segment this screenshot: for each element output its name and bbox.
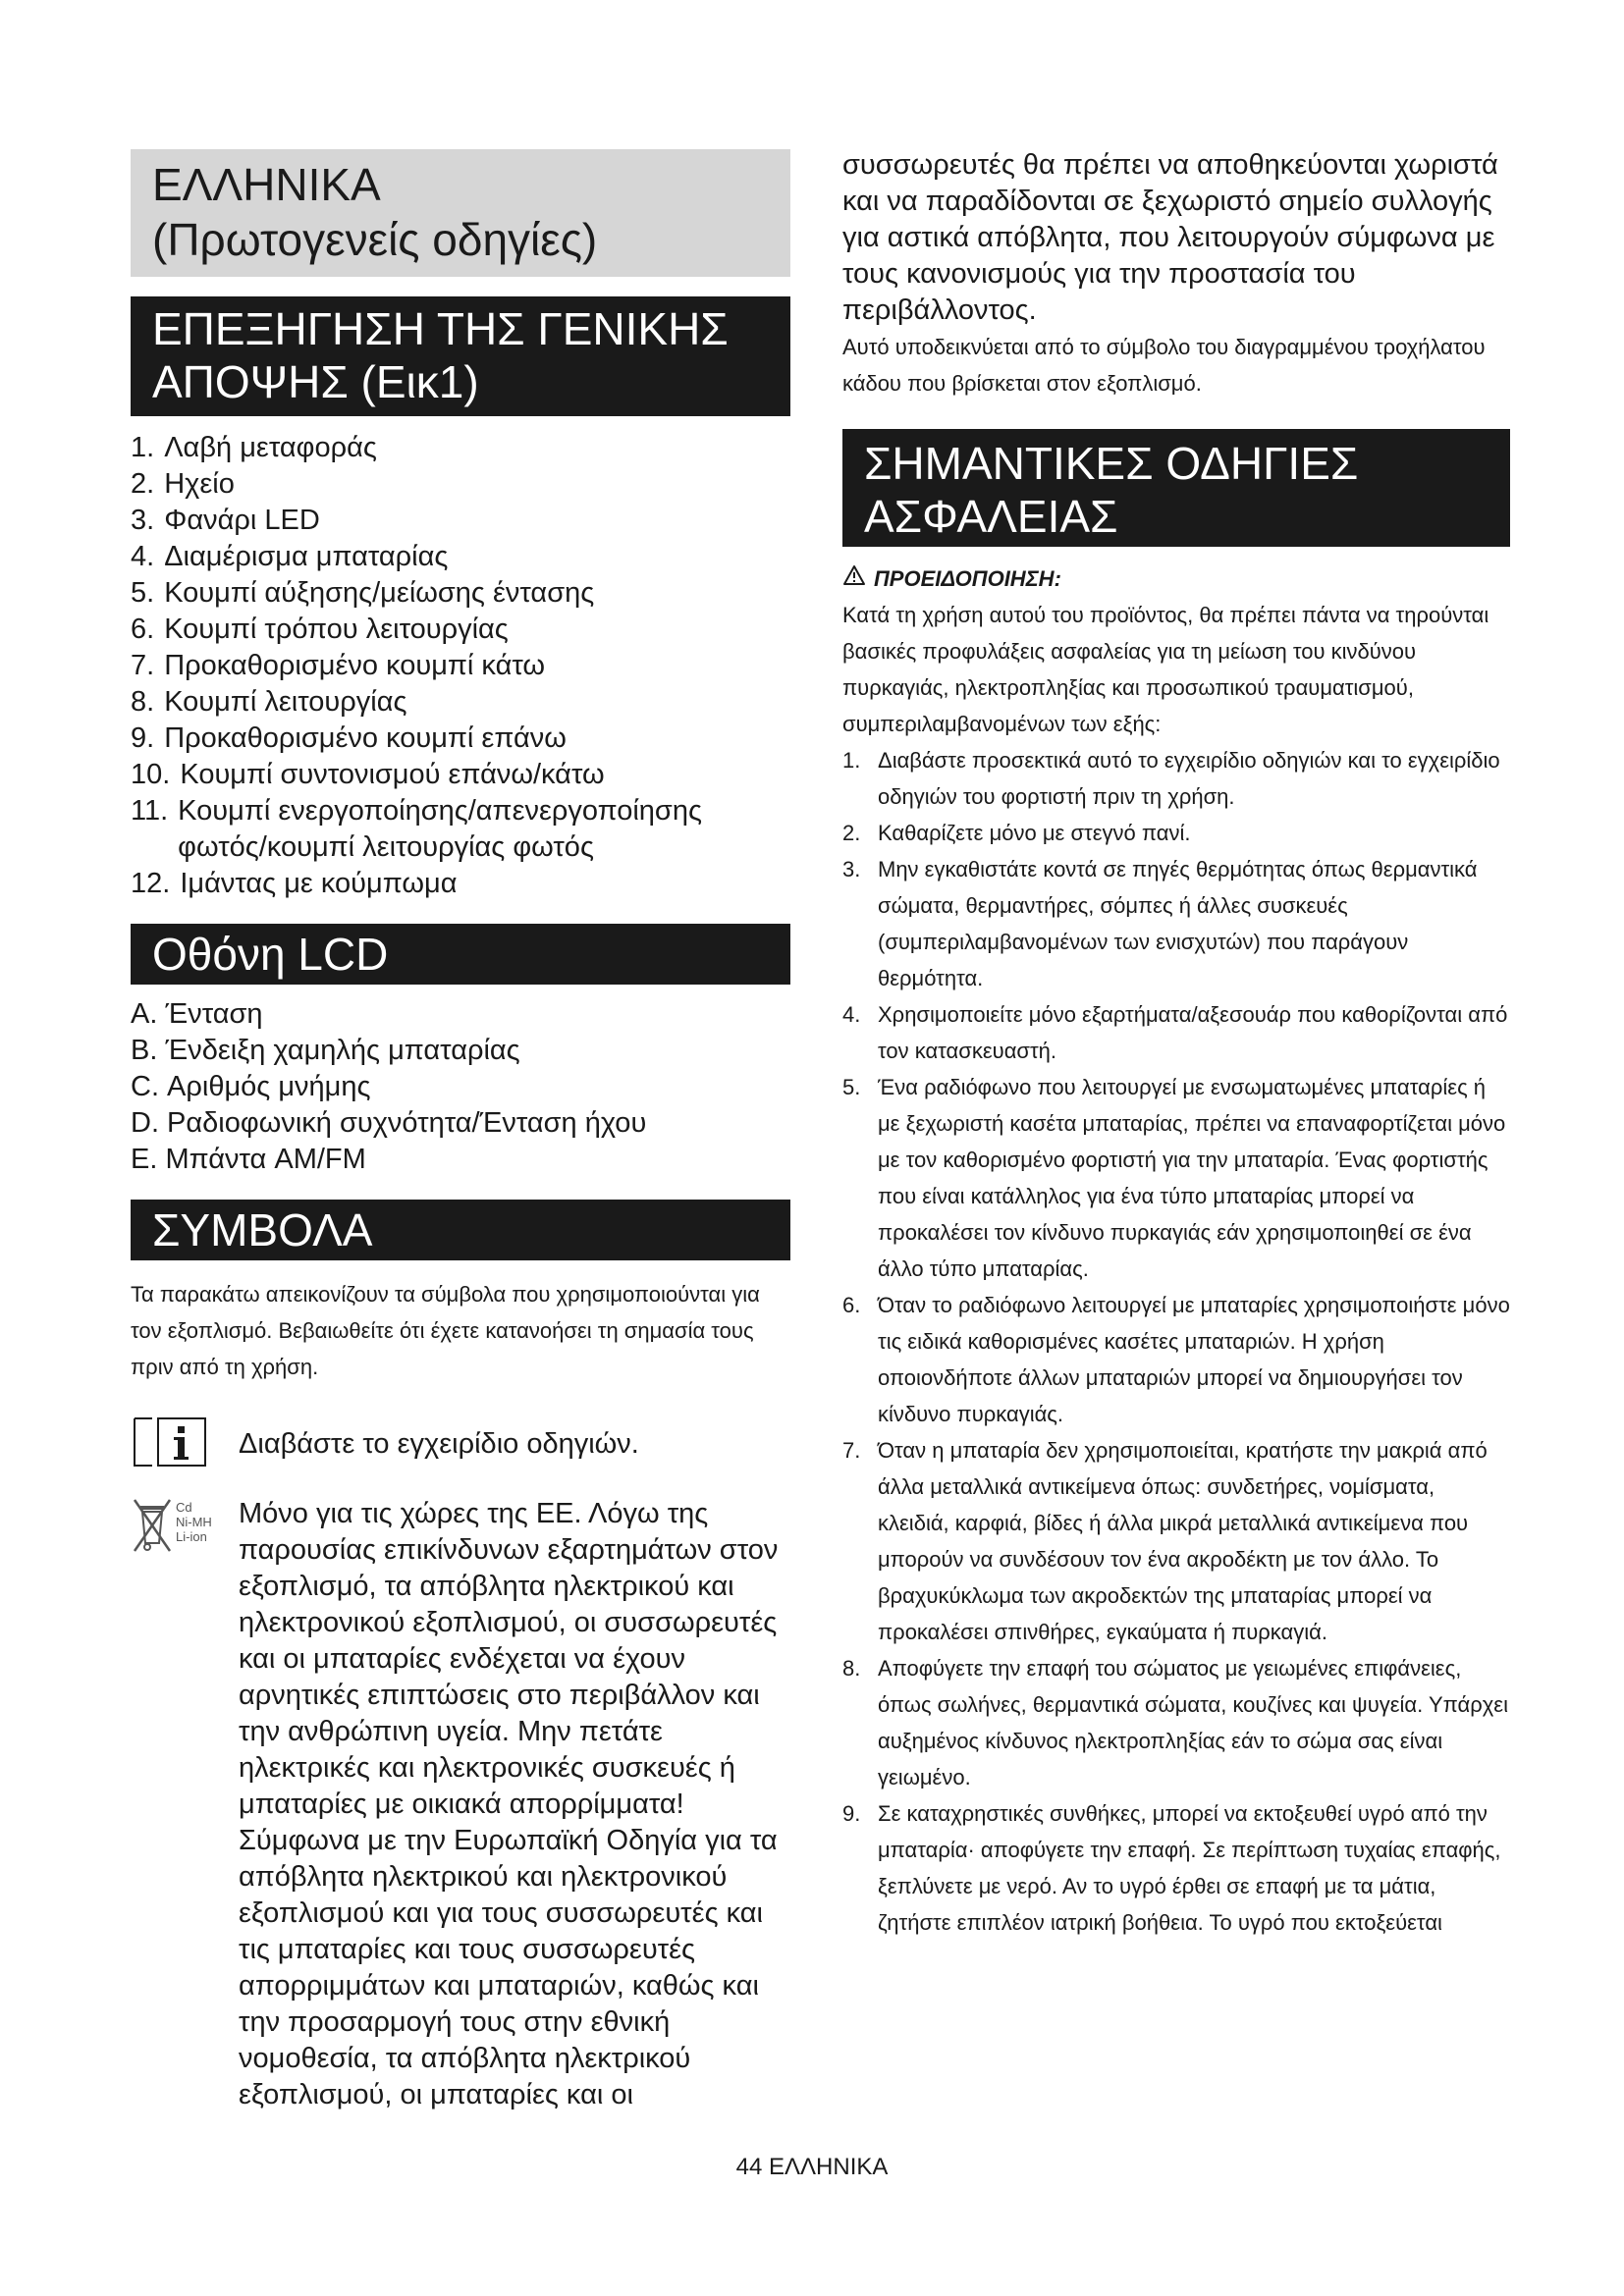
list-item (131, 648, 790, 684)
item-text: Προκαθορισμένο κουμπί επάνω (164, 722, 567, 754)
legend-item: B. Ένδειξη χαμηλής μπαταρίας (131, 1035, 520, 1066)
overview-heading-line2: ΑΠΟΨΗΣ (Εικ1) (152, 356, 479, 407)
legend-item: D. Ραδιοφωνική συχνότητα/Ένταση ήχου (131, 1107, 647, 1139)
language-title: ΕΛΛΗΝΙΚΑ (152, 159, 381, 210)
item-text: Κουμπί αύξησης/μείωσης έντασης (164, 577, 595, 609)
page-footer (0, 2153, 1624, 2182)
item-text: Ηχείο (164, 468, 235, 500)
list-item (131, 612, 790, 648)
item-number: 9. (842, 1801, 861, 1826)
item-text: Διαμέρισμα μπαταρίας (164, 541, 449, 572)
item-number: 8. (131, 686, 155, 718)
list-item (131, 793, 790, 866)
item-number: 6. (131, 614, 155, 645)
item-number: 6. (842, 1293, 861, 1317)
page-number: 44 (735, 2154, 763, 2180)
left-column (131, 149, 790, 2113)
item-number: 7. (131, 650, 155, 681)
item-number: 5. (131, 577, 155, 609)
read-manual-row (131, 1415, 790, 1474)
list-item (131, 466, 790, 503)
list-item (842, 1287, 1510, 1432)
item-number: 3. (131, 505, 155, 536)
bin-label: Li-ion (176, 1529, 207, 1544)
list-item (842, 1432, 1510, 1650)
item-number: 12. (131, 868, 171, 899)
symbols-intro: Τα παρακάτω απεικονίζουν τα σύμβολα που χρησιμοποιούνται για τον εξοπλισμό. Βεβαιωθείτε ότι έχετε κατανοήσει τη σημασία τους πριν από τη χρήση. (131, 1282, 760, 1379)
item-text: Διαβάστε προσεκτικά αυτό το εγχειρίδιο οδηγιών και το εγχειρίδιο οδηγιών του φορτιστή πριν τη χρήση. (878, 748, 1500, 809)
item-text: Φανάρι LED (164, 505, 320, 536)
item-number: 4. (131, 541, 155, 572)
item-text: Σε καταχρηστικές συνθήκες, μπορεί να εκτοξευθεί υγρό από την μπαταρία· αποφύγετε την επαφή. Σε περίπτωση τυχαίας επαφής, ξεπλύνετε με νερό. Αν το υγρό έρθει σε επαφή με τα μάτια, ζητήστε επιπλέον ιατρική βοήθεια. Το υγρό που εκτοξεύεται (878, 1801, 1501, 1935)
weee-text-continued: συσσωρευτές θα πρέπει να αποθηκεύονται χωριστά και να παραδίδονται σε ξεχωριστό σημείο συλλογής για αστικά απόβλητα, που λειτουργούν σύμφωνα με τους κανονισμούς για την προστασία του περιβάλλοντος. (842, 149, 1498, 326)
list-item (842, 1650, 1510, 1795)
item-text: Καθαρίζετε μόνο με στεγνό πανί. (878, 821, 1191, 845)
symbols-heading: ΣΥΜΒΟΛΑ (131, 1200, 790, 1260)
list-item (131, 866, 790, 902)
list-item (131, 503, 790, 539)
footer-language: ΕΛΛΗΝΙΚΑ (768, 2154, 889, 2180)
item-number: 1. (842, 748, 861, 773)
overview-heading-line1: ΕΠΕΞΗΓΗΣΗ ΤΗΣ ΓΕΝΙΚΗΣ (152, 303, 729, 354)
item-text: Μην εγκαθιστάτε κοντά σε πηγές θερμότητας όπως θερμαντικά σώματα, θερμαντήρες, σόμπες ή άλλες συσκευές (συμπεριλαμβανομένων των ενισχυτών) που παράγουν θερμότητα. (878, 857, 1478, 990)
list-item (131, 757, 790, 793)
list-item (131, 575, 790, 612)
item-text: Όταν η μπαταρία δεν χρησιμοποιείται, κρατήστε την μακριά από άλλα μεταλλικά αντικείμενα όπως: συνδετήρες, νομίσματα, κλειδιά, καρφιά, βίδες ή άλλα μικρά μεταλλικά αντικείμενα που μπορούν να συνδέσουν τον ένα ακροδέκτη με τον άλλο. Το βραχυκύκλωμα των ακροδεκτών της μπαταρίας μπορεί να προκαλέσει σπινθήρες, εγκαύματα ή πυρκαγιά. (878, 1438, 1488, 1644)
warning-triangle-icon (842, 564, 866, 593)
list-item (842, 1795, 1510, 1941)
item-number: 3. (842, 857, 861, 881)
item-number: 9. (131, 722, 155, 754)
item-text: Χρησιμοποιείτε μόνο εξαρτήματα/αξεσουάρ που καθορίζονται από τον κατασκευαστή. (878, 1002, 1508, 1063)
right-column (842, 147, 1510, 1941)
language-subtitle: (Πρωτογενείς οδηγίες) (152, 214, 598, 265)
lcd-heading: Οθόνη LCD (131, 924, 790, 985)
item-number: 10. (131, 759, 171, 790)
item-number: 5. (842, 1075, 861, 1099)
item-text: Ένα ραδιόφωνο που λειτουργεί με ενσωματωμένες μπαταρίες ή με ξεχωριστή κασέτα μπαταρίας, πρέπει να επαναφορτίζεται μόνο με τον καθορισμένο φορτιστή για την μπαταρία. Ένας φορτιστής που είναι κατάλληλος για ένα τύπο μπαταρίας μπορεί να προκαλέσει τον κίνδυνο πυρκαγιάς εάν χρησιμοποιηθεί σε ένα άλλο τύπο μπαταρίας. (878, 1075, 1506, 1281)
item-text: Κουμπί συντονισμού επάνω/κάτω (180, 759, 605, 790)
read-manual-icon (131, 1415, 239, 1474)
list-item (842, 815, 1510, 851)
crossed-bin-icon (131, 1496, 239, 2113)
lcd-legend (131, 996, 790, 1178)
item-text: Κουμπί ενεργοποίησης/απενεργοποίησης φωτός/κουμπί λειτουργίας φωτός (178, 795, 702, 863)
bin-label: Ni-MH (176, 1515, 212, 1529)
read-manual-text: Διαβάστε το εγχειρίδιο οδηγιών. (239, 1428, 639, 1460)
parts-list (131, 430, 790, 902)
item-text: Προκαθορισμένο κουμπί κάτω (164, 650, 546, 681)
item-text: Λαβή μεταφοράς (164, 432, 377, 463)
weee-text: Μόνο για τις χώρες της ΕΕ. Λόγω της παρουσίας επικίνδυνων εξαρτημάτων στον εξοπλισμό, τα απόβλητα ηλεκτρικού και ηλεκτρονικού εξοπλισμού, οι συσσωρευτές και οι μπαταρίες ενδέχεται να έχουν αρνητικές επιπτώσεις στο περιβάλλον και την ανθρώπινη υγεία. Μην πετάτε ηλεκτρικές και ηλεκτρονικές συσκευές ή μπαταρίες με οικιακά απορρίμματα! Σύμφωνα με την Ευρωπαϊκή Οδηγία για τα απόβλητα ηλεκτρικού και ηλεκτρονικού εξοπλισμού και για τους συσσωρευτές και τις μπαταρίες και τους συσσωρευτές απορριμμάτων και μπαταριών, καθώς και την προσαρμογή τους στην εθνική νομοθεσία, τα απόβλητα ηλεκτρικού εξοπλισμού, οι μπαταρίες και οι (239, 1498, 779, 2110)
list-item (842, 996, 1510, 1069)
list-item (131, 721, 790, 757)
bin-label: Cd (176, 1500, 192, 1515)
overview-heading (131, 296, 790, 416)
safety-heading-line2: ΑΣΦΑΛΕΙΑΣ (864, 491, 1118, 542)
list-item (131, 539, 790, 575)
list-item (131, 430, 790, 466)
legend-item: E. Μπάντα AM/FM (131, 1144, 366, 1175)
item-number: 8. (842, 1656, 861, 1681)
warning-intro: Κατά τη χρήση αυτού του προϊόντος, θα πρέπει πάντα να τηρούνται βασικές προφυλάξεις ασφαλείας για τη μείωση του κινδύνου πυρκαγιάς, ηλεκτροπληξίας και προσωπικού τραυματισμού, συμπεριλαμβανομένων των εξής: (842, 603, 1489, 736)
legend-item: A. Ένταση (131, 998, 263, 1030)
language-title-box (131, 149, 790, 277)
warning-title (842, 564, 1510, 593)
item-text: Αποφύγετε την επαφή του σώματος με γειωμένες επιφάνειες, όπως σωλήνες, θερμαντικά σώματα, κουζίνες και ψυγεία. Υπάρχει αυξημένος κίνδυνος ηλεκτροπληξίας εάν το σώμα σας είναι γειωμένο. (878, 1656, 1508, 1789)
warning-label: ΠΡΟΕΙΔΟΠΟΙΗΣΗ: (874, 565, 1061, 591)
weee-row (131, 1496, 790, 2113)
item-number: 11. (131, 795, 169, 827)
list-item (131, 684, 790, 721)
item-text: Κουμπί τρόπου λειτουργίας (164, 614, 509, 645)
item-number: 4. (842, 1002, 861, 1027)
item-text: Ιμάντας με κούμπωμα (180, 868, 458, 899)
item-number: 1. (131, 432, 155, 463)
crossed-bin-note: Αυτό υποδεικνύεται από το σύμβολο του διαγραμμένου τροχήλατου κάδου που βρίσκεται στον εξοπλισμό. (842, 335, 1486, 396)
item-number: 7. (842, 1438, 861, 1463)
safety-heading-line1: ΣΗΜΑΝΤΙΚΕΣ ΟΔΗΓΙΕΣ (864, 438, 1359, 489)
list-item (842, 1069, 1510, 1287)
legend-item: C. Αριθμός μνήμης (131, 1071, 371, 1102)
item-text: Όταν το ραδιόφωνο λειτουργεί με μπαταρίες χρησιμοποιήστε μόνο τις ειδικά καθορισμένες κασέτες μπαταριών. Η χρήση οποιονδήποτε άλλων μπαταριών μπορεί να δημιουργήσει τον κίνδυνο πυρκαγιάς. (878, 1293, 1510, 1426)
item-text: Κουμπί λειτουργίας (164, 686, 407, 718)
list-item (842, 742, 1510, 815)
safety-list (842, 742, 1510, 1941)
item-number: 2. (842, 821, 861, 845)
list-item (842, 851, 1510, 996)
safety-heading (842, 429, 1510, 547)
item-number: 2. (131, 468, 155, 500)
